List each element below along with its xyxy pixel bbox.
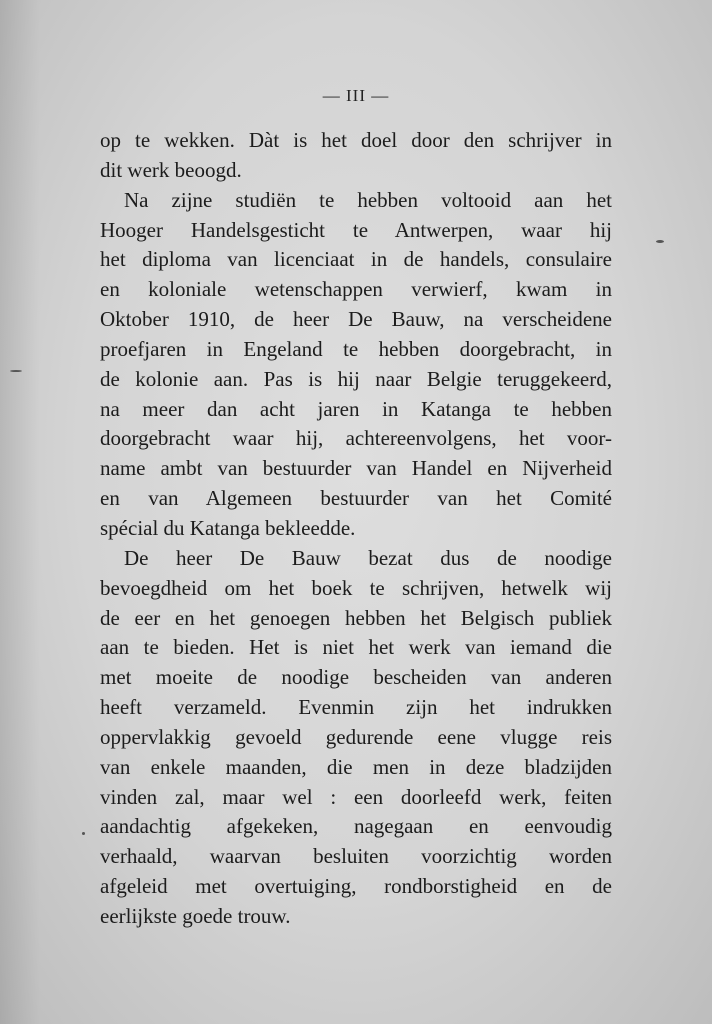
text-line: de kolonie aan. Pas is hij naar Belgie teruggekeerd, bbox=[100, 366, 612, 391]
text-line: heeft verzameld. Evenmin zijn het indrukken bbox=[100, 695, 612, 720]
text-line: en van Algemeen bestuurder van het Comité bbox=[100, 486, 612, 511]
text-line: eerlijkste goede trouw. bbox=[100, 903, 291, 928]
text-line: oppervlakkig gevoeld gedurende eene vlugge reis bbox=[100, 724, 612, 749]
text-line: aandachtig afgekeken, nagegaan en eenvoudig bbox=[100, 814, 612, 839]
text-line: van enkele maanden, die men in deze bladzijden bbox=[100, 754, 612, 779]
text-line: met moeite de noodige bescheiden van anderen bbox=[100, 665, 612, 690]
text-line: doorgebracht waar hij, achtereenvolgens, het voor- bbox=[100, 426, 612, 451]
text-line: de eer en het genoegen hebben het Belgisch publiek bbox=[100, 605, 612, 630]
text-line: spécial du Katanga bekleedde. bbox=[100, 515, 356, 540]
text-line: proefjaren in Engeland te hebben doorgebracht, in bbox=[100, 336, 612, 361]
text-line: Oktober 1910, de heer De Bauw, na verscheidene bbox=[100, 307, 612, 332]
text-line: op te wekken. Dàt is het doel door den schrijver in bbox=[100, 128, 612, 152]
text-line: Hooger Handelsgesticht te Antwerpen, waar hij bbox=[100, 217, 612, 242]
text-line: aan te bieden. Het is niet het werk van iemand die bbox=[100, 635, 612, 660]
page-speck bbox=[656, 240, 664, 243]
text-line: dit werk beoogd. bbox=[100, 157, 242, 182]
text-line: vinden zal, maar wel : een doorleefd werk, feiten bbox=[100, 784, 612, 809]
body-text bbox=[100, 126, 612, 932]
text-line: Na zijne studiën te hebben voltooid aan het bbox=[124, 187, 612, 212]
text-line: en koloniale wetenschappen verwierf, kwam in bbox=[100, 277, 612, 302]
page-number: — III — bbox=[322, 86, 390, 105]
text-line: afgeleid met overtuiging, rondborstigheid en de bbox=[100, 874, 612, 899]
text-line: verhaald, waarvan besluiten voorzichtig worden bbox=[100, 844, 612, 869]
text-line: het diploma van licenciaat in de handels, consulaire bbox=[100, 247, 612, 272]
text-line: bevoegdheid om het boek te schrijven, hetwelk wij bbox=[100, 575, 612, 600]
text-line: De heer De Bauw bezat dus de noodige bbox=[124, 545, 612, 570]
text-line: name ambt van bestuurder van Handel en Nijverheid bbox=[100, 456, 612, 481]
page-speck bbox=[82, 832, 85, 835]
page-speck bbox=[10, 370, 22, 372]
text-line: na meer dan acht jaren in Katanga te hebben bbox=[100, 396, 612, 421]
